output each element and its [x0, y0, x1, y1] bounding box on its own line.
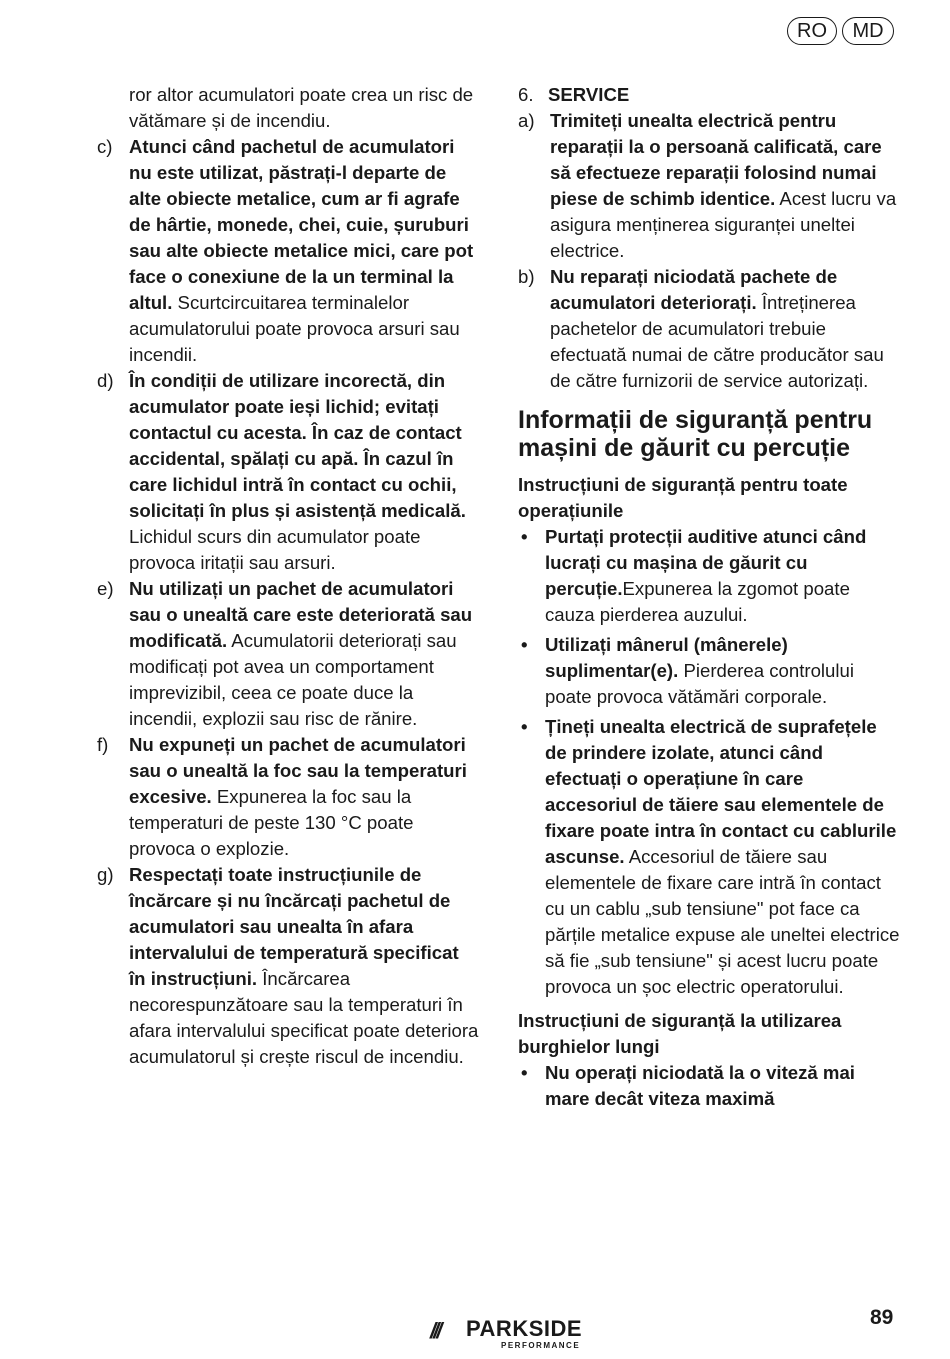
left-column	[97, 82, 480, 1070]
language-badge-ro: RO	[787, 17, 837, 45]
left-item-list	[97, 134, 480, 1070]
subheading-all-operations: Instrucțiuni de siguranță pentru toate operațiunile	[518, 474, 848, 521]
item-body-text: Pierderea controlului poate provoca vătămări corporale.	[545, 660, 854, 707]
bullet-list-long-bits	[518, 1060, 900, 1112]
bullet-item	[518, 524, 900, 628]
item-body-text: Expunerea la zgomot poate cauza pierderea auzului.	[545, 578, 850, 625]
item-marker: g)	[97, 864, 114, 885]
item-marker: •	[521, 526, 528, 547]
list-item	[97, 368, 480, 576]
item-bold-text: Nu expuneți un pachet de acumulatori sau o unealtă la foc sau la temperaturi excesive.	[129, 734, 467, 807]
item-marker: b)	[518, 266, 535, 287]
bullet-item	[518, 714, 900, 1000]
item-marker: d)	[97, 370, 114, 391]
item-body-text: Lichidul scurs din acumulator poate provoca iritații sau arsuri.	[129, 526, 421, 573]
bullet-list-operations	[518, 524, 900, 1000]
item-body-text: Întreținerea pachetelor de acumulatori trebuie efectuată numai de către producător sau de către furnizorii de service autorizați.	[550, 292, 884, 391]
item-body-text: Expunerea la foc sau la temperaturi de peste 130 °C poate provoca o explozie.	[129, 786, 414, 859]
item-bold-text: Nu operați niciodată la o viteză mai mare decât viteza maximă	[545, 1062, 855, 1109]
item-bold-text: Nu reparați niciodată pachete de acumulatori deteriorați.	[550, 266, 838, 313]
page-number: 89	[870, 1306, 894, 1329]
item-body-text: Scurtcircuitarea terminalelor acumulatorului poate provoca arsuri sau incendii.	[129, 292, 460, 365]
item-bold-text: Respectați toate instrucțiunile de încărcare și nu încărcați pachetul de acumulatori sau unealta în afara intervalului de temperatură specificat în instrucțiuni.	[129, 864, 459, 989]
safety-heading: Informații de siguranță pentru mașini de găurit cu percuție	[518, 406, 873, 462]
right-column	[518, 82, 900, 1112]
service-item-list	[518, 108, 900, 394]
item-marker: a)	[518, 110, 535, 131]
item-marker: •	[521, 1062, 528, 1083]
item-bold-text: Trimiteți unealta electrică pentru reparații la o persoană calificată, care să efectueze reparații folosind numai piese de schimb identice.	[550, 110, 882, 209]
item-marker: •	[521, 716, 528, 737]
item-marker: f)	[97, 734, 109, 755]
item-bold-text: Nu utilizați un pachet de acumulatori sau o unealtă care este deteriorată sau modificată.	[129, 578, 473, 651]
list-item	[97, 862, 480, 1070]
item-marker: e)	[97, 578, 114, 599]
list-item	[97, 732, 480, 862]
bullet-item	[518, 1060, 900, 1112]
list-item	[97, 134, 480, 368]
continued-paragraph: ror altor acumulatori poate crea un risc de vătămare și de incendiu.	[129, 84, 474, 131]
list-item	[518, 108, 900, 264]
logo-subline: PERFORMANCE	[501, 1341, 581, 1350]
item-bold-text: Utilizați mânerul (mânerele) suplimentar(e).	[545, 634, 788, 681]
item-body-text: Acest lucru va asigura menținerea siguranței uneltei electrice.	[550, 188, 897, 261]
logo-wordmark: PARKSIDE	[466, 1316, 583, 1341]
list-item	[97, 576, 480, 732]
logo-stripes-icon: ///	[430, 1318, 440, 1343]
section-title: SERVICE	[548, 84, 630, 105]
item-marker: •	[521, 634, 528, 655]
section-heading	[518, 82, 900, 108]
bullet-item	[518, 632, 900, 710]
item-marker: c)	[97, 136, 113, 157]
item-bold-text: În condiții de utilizare incorectă, din acumulator poate ieși lichid; evitați contactul cu acesta. În caz de contact accidental, spălați cu apă. În cazul în care lichidul intră în contact cu ochii, solicitați în plus și asistență medicală.	[129, 370, 466, 521]
section-number: 6.	[518, 84, 534, 105]
subheading-long-drill-bits: Instrucțiuni de siguranță la utilizarea burghielor lungi	[518, 1010, 842, 1057]
item-body-text: Încărcarea necorespunzătoare sau la temperaturi în afara intervalului specificat poate deteriora acumulatorul și crește riscul de incendiu.	[129, 968, 479, 1067]
list-item	[518, 264, 900, 394]
item-body-text: Acumulatorii deteriorați sau modificați pot avea un comportament imprevizibil, ceea ce poate duce la incendii, explozii sau risc de rănire.	[129, 630, 457, 729]
language-badge-md: MD	[842, 17, 894, 45]
item-body-text: Accesoriul de tăiere sau elementele de fixare care intră în contact cu un cablu „sub tensiune" pot face ca părțile metalice expuse ale uneltei electrice să fie „sub tensiune" și acest lucru poate provoca un șoc electric operatorului.	[545, 846, 900, 997]
item-bold-text: Țineți unealta electrică de suprafețele de prindere izolate, atunci când efectuați o operațiune în care accesoriul de tăiere sau elementele de fixare poate intra în contact cu cablurile ascunse.	[545, 716, 897, 867]
item-bold-text: Atunci când pachetul de acumulatori nu este utilizat, păstrați-l departe de alte obiecte metalice, cum ar fi agrafe de hârtie, monede, chei, cuie, șuruburi sau alte obiecte metalice mici, care pot face o conexiune de la un terminal la altul.	[129, 136, 474, 313]
item-bold-text: Purtați protecții auditive atunci când lucrați cu mașina de găurit cu percuție.	[545, 526, 867, 599]
